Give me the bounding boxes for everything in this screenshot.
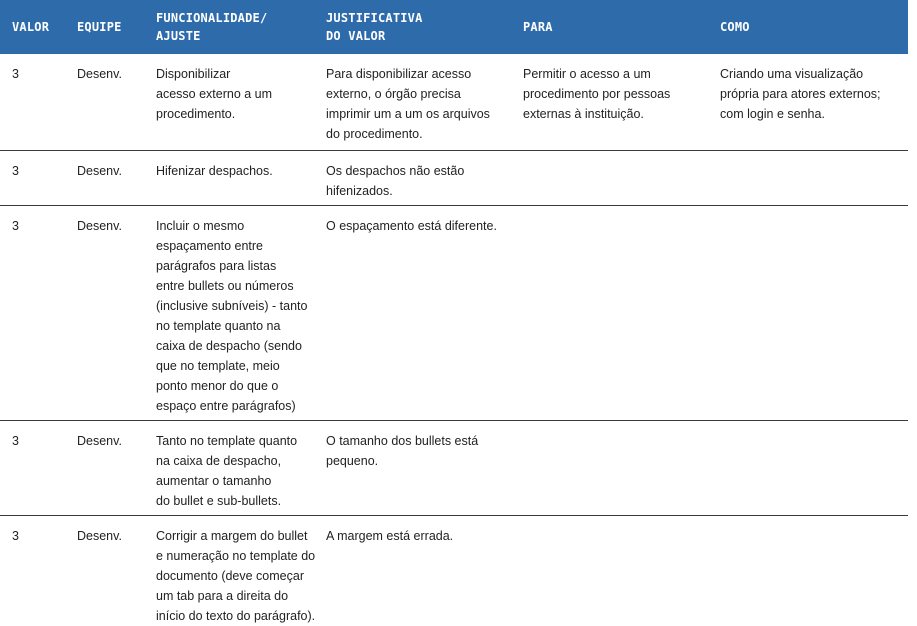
table-header bbox=[0, 0, 908, 54]
cell-valor: 3 bbox=[12, 67, 19, 81]
cell-equipe: Desenv. bbox=[77, 67, 122, 81]
cell-justificativa: O espaçamento está diferente. bbox=[326, 219, 497, 233]
cell-equipe: Desenv. bbox=[77, 529, 122, 543]
table-row bbox=[0, 516, 908, 626]
cell-equipe: Desenv. bbox=[77, 434, 122, 448]
table-row bbox=[0, 151, 908, 206]
header-funcionalidade: FUNCIONALIDADE/ AJUSTE bbox=[156, 11, 268, 43]
cell-valor: 3 bbox=[12, 164, 19, 178]
cell-valor: 3 bbox=[12, 529, 19, 543]
cell-justificativa: Os despachos não estão hifenizados. bbox=[326, 164, 465, 198]
header-equipe: EQUIPE bbox=[77, 20, 122, 34]
cell-justificativa: O tamanho dos bullets está pequeno. bbox=[326, 434, 479, 468]
cell-funcionalidade: Corrigir a margem do bullet e numeração no template do documento (deve começar um tab para a direita do início do texto do parágrafo). bbox=[156, 529, 316, 623]
cell-justificativa: Para disponibilizar acesso externo, o órgão precisa imprimir um a um os arquivos do procedimento. bbox=[326, 67, 490, 141]
header-como: COMO bbox=[720, 20, 750, 34]
header-valor: VALOR bbox=[12, 20, 50, 34]
cell-para: Permitir o acesso a um procedimento por pessoas externas à instituição. bbox=[523, 67, 671, 121]
table-row bbox=[0, 54, 908, 151]
table-row bbox=[0, 206, 908, 421]
cell-funcionalidade: Hifenizar despachos. bbox=[156, 164, 273, 178]
cell-equipe: Desenv. bbox=[77, 219, 122, 233]
cell-valor: 3 bbox=[12, 434, 19, 448]
table-row bbox=[0, 421, 908, 516]
cell-como: Criando uma visualização própria para atores externos; com login e senha. bbox=[720, 67, 881, 121]
cell-funcionalidade: Incluir o mesmo espaçamento entre parágrafos para listas entre bullets ou números (inclusive subníveis) - tanto no template quanto na caixa de despacho (sendo que no template, meio ponto menor do que o espaço entre parágrafos) bbox=[156, 219, 308, 413]
header-justificativa: JUSTIFICATIVA DO VALOR bbox=[326, 11, 423, 43]
cell-valor: 3 bbox=[12, 219, 19, 233]
cell-justificativa: A margem está errada. bbox=[326, 529, 454, 543]
header-para: PARA bbox=[523, 20, 553, 34]
cell-equipe: Desenv. bbox=[77, 164, 122, 178]
cell-funcionalidade: Tanto no template quanto na caixa de despacho, aumentar o tamanho do bullet e sub-bullets. bbox=[156, 434, 298, 508]
cell-funcionalidade: Disponibilizar acesso externo a um procedimento. bbox=[156, 67, 273, 121]
